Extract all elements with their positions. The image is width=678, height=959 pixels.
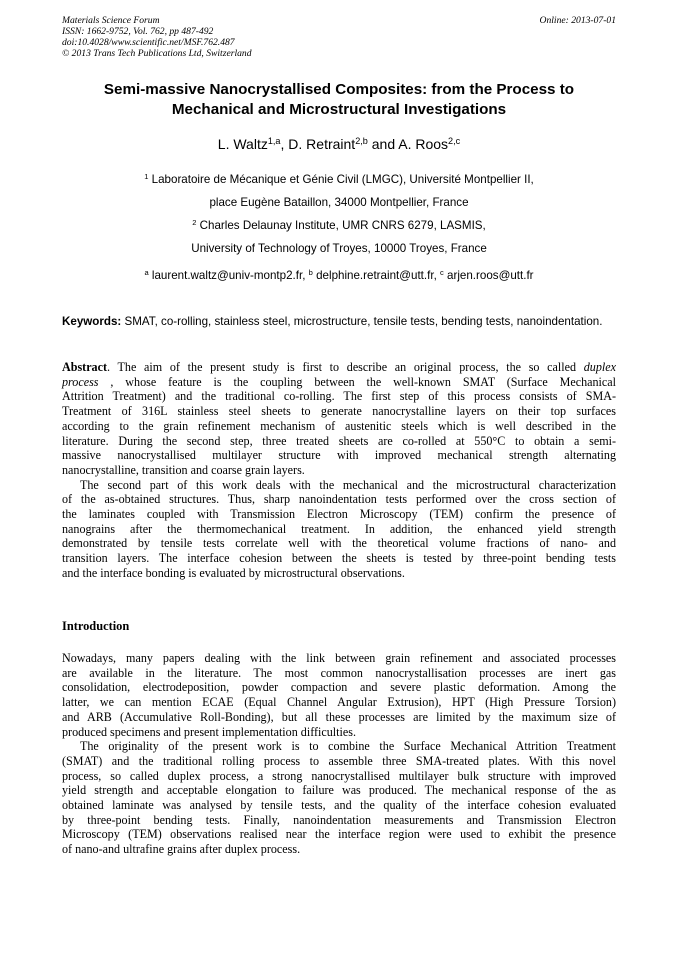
email-link[interactable]: delphine.retraint@utt.fr (316, 269, 434, 282)
doi-link[interactable]: doi:10.4028/www.scientific.net/MSF.762.487 (62, 37, 235, 48)
introduction-paragraph-1 (62, 651, 616, 739)
copyright-notice: © 2013 Trans Tech Publications Ltd, Switzerland (62, 48, 252, 59)
email-mark: c (440, 267, 444, 277)
affiliation-1-line-2: place Eugène Bataillon, 34000 Montpellier, France (209, 196, 469, 209)
introduction-section (62, 651, 616, 857)
text-line: obtained laminate was analysed by tensile tests, and the quality of the interface cohesion evaluated (62, 798, 616, 813)
affiliation-2-line-2: University of Technology of Troyes, 10000 Troyes, France (191, 242, 487, 255)
text-line: (SMAT) and the traditional rolling process to assemble three SMA-treated plates. With this novel (62, 753, 616, 768)
affiliation-text: Laboratoire de Mécanique et Génie Civil (LMGC), Université Montpellier II, (151, 173, 534, 186)
affiliations (62, 168, 616, 260)
text-span: , whose feature is the coupling between the well-known SMAT (Surface Mechanical (98, 374, 616, 389)
text-span: . The aim of the present study is first to describe an original process, the so called (107, 360, 584, 374)
email-link[interactable]: laurent.waltz@univ-montp2.fr (151, 269, 303, 282)
paper-title (62, 80, 616, 120)
text-line: by three-point bending tests. Finally, nanoindentation measurements and Transmission Electron (62, 812, 616, 827)
author-list (62, 134, 616, 154)
text-line: consolidation, electrodeposition, powder compaction and severe plastic deformation. Among the (62, 680, 616, 695)
text-line: transition layers. The interface cohesion between the sheets is tested by three-point bending tests (62, 551, 616, 566)
text-line: are available in the literature. The most common nanocrystallisation processes are inert gas (62, 665, 616, 680)
author-affiliation-mark: 2,c (448, 136, 461, 146)
text-line: according to the grain refinement mechanism of austenitic steels which is well described in the (62, 418, 616, 433)
journal-name: Materials Science Forum (62, 15, 160, 26)
affiliation-number: 2 (192, 217, 197, 227)
author-separator: , (280, 136, 289, 152)
text-line: nanograins after the thermomechanical treatment. In addition, the enhanced yield strength (62, 521, 616, 536)
text-line: The second part of this work deals with the mechanical and the microstructural characterization (80, 477, 616, 492)
title-line-1: Semi-massive Nanocrystallised Composites: from the Process to (103, 81, 575, 98)
abstract-paragraph-1 (62, 360, 616, 478)
introduction-paragraph-2 (62, 739, 616, 857)
text-line: nanocrystalline, transition and coarse grain layers. (62, 462, 305, 477)
abstract-paragraph-2 (62, 478, 616, 581)
text-line: and the interface bonding is evaluated by microstructural observations. (62, 565, 405, 580)
text-line: massive nanocrystallised multilayer structure with improved mechanical strength alternating (62, 448, 616, 463)
text-line: The originality of the present work is to combine the Surface Mechanical Attrition Treatment (80, 739, 616, 754)
journal-header (62, 15, 616, 59)
text-line: demonstrated by tensile tests correlate well with the theoretical volume fractions of nano- and (62, 536, 616, 551)
emphasis: process (62, 374, 99, 389)
text-line: Nowadays, many papers dealing with the link between grain refinement and associated processes (62, 651, 616, 665)
text-line: yield strength and acceptable elongation to failure was produced. The mechanical response of the as (62, 783, 616, 798)
author-affiliation-mark: 2,b (355, 136, 368, 146)
text-line: the laminates coupled with Transmission Electron Microscopy (TEM) confirm the presence of (62, 507, 616, 522)
email-mark: a (144, 267, 149, 277)
text-line: of the as-obtained structures. Thus, sharp nanoindentation tests performed over the cross section of (62, 492, 616, 507)
text-line: Attrition Treatment) and the traditional co-rolling. The first step of this process consists of SMA- (62, 389, 616, 404)
emphasis: duplex (583, 360, 616, 374)
keywords-section (62, 315, 616, 329)
title-line-2: Mechanical and Microstructural Investigations (171, 101, 507, 118)
abstract-section (62, 360, 616, 581)
affiliation-1-line-1 (62, 168, 616, 191)
text-line: produced specimens and present implementation difficulties. (62, 724, 356, 739)
affiliation-number: 1 (144, 171, 149, 181)
text-line: process, so called duplex process, a strong nanocrystallised multilayer bulk structure with improved (62, 768, 616, 783)
email-mark: b (308, 267, 313, 277)
author-affiliation-mark: 1,a (267, 136, 281, 146)
author-name: D. Retraint (288, 136, 356, 152)
text-line: latter, we can mention ECAE (Equal Channel Angular Extrusion), HPT (High Pressure Torsion) (62, 695, 616, 710)
author-name: A. Roos (398, 136, 449, 152)
abstract-label: Abstract (62, 360, 108, 374)
affiliation-2-line-1 (62, 214, 616, 237)
text-line: Microscopy (TEM) observations realised near the interface region were used to exhibit the presence (62, 827, 616, 842)
issn-info: ISSN: 1662-9752, Vol. 762, pp 487-492 (62, 26, 214, 37)
author-separator: and (367, 136, 399, 152)
text-line (62, 375, 616, 390)
text-line: literature. During the second step, three treated sheets are co-rolled at 550°C to obtain a semi- (62, 433, 616, 448)
text-line: Treatment of 316L stainless steel sheets to generate nanocrystalline layers on their top surfaces (62, 404, 616, 419)
author-emails: $^a$ laurent.waltz@univ-montp2.fr, $^b$ delphine.retraint@utt.fr, $^c$ arjen.roos@utt.fr (144, 267, 534, 282)
section-heading-introduction: Introduction (62, 619, 130, 633)
affiliation-text: Charles Delaunay Institute, UMR CNRS 6279, LASMIS, (199, 219, 486, 232)
text-line: of nano-and ultrafine grains after duplex process. (62, 842, 301, 857)
keywords-label: Keywords: (62, 315, 122, 328)
email-link[interactable]: arjen.roos@utt.fr (447, 269, 534, 282)
author-name: L. Waltz (217, 136, 268, 152)
text-line (62, 360, 616, 375)
text-line: and ARB (Accumulative Roll-Bonding), but all these processes are limited by the maximum size of (62, 709, 616, 724)
keywords-text: SMAT, co-rolling, stainless steel, microstructure, tensile tests, bending tests, nanoindentation. (124, 315, 603, 328)
online-date: Online: 2013-07-01 (539, 15, 616, 26)
